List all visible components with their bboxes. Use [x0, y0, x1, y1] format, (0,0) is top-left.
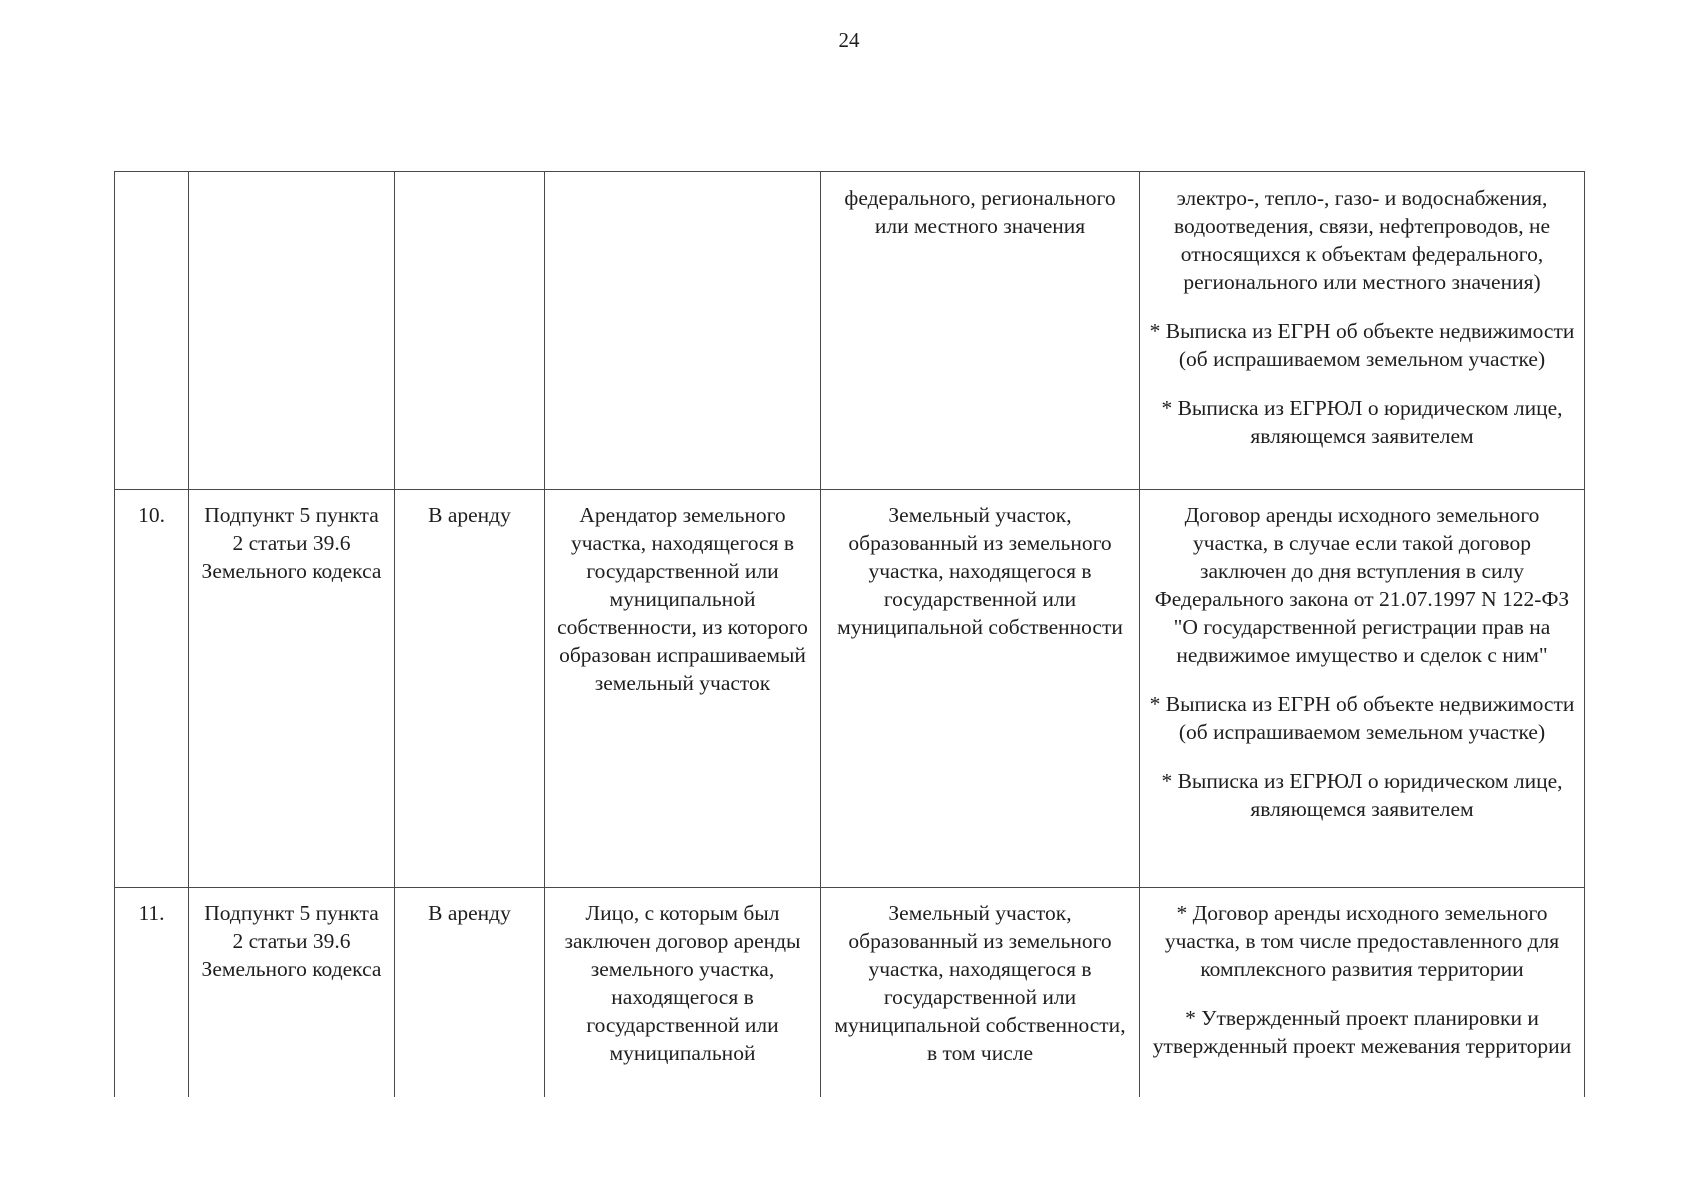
cell-right-type — [395, 172, 545, 490]
document-item: электро-, тепло-, газо- и водоснабжения, водоотведения, связи, нефтепроводов, не относящихся к объектам федерального, регионального или местного значения) — [1173, 186, 1551, 294]
cell-number: 10. — [115, 490, 189, 888]
document-item: * Договор аренды исходного земельного участка, в том числе предоставленного для комплексного развития территории — [1164, 901, 1560, 981]
cell-land-plot: Земельный участок, образованный из земельного участка, находящегося в государственной или муниципальной собственности, в том числе — [821, 888, 1140, 1098]
table-row-continuation — [115, 172, 1585, 490]
cell-land-plot: Земельный участок, образованный из земельного участка, находящегося в государственной или муниципальной собственности — [821, 490, 1140, 888]
table-row — [115, 490, 1585, 888]
cell-documents — [1140, 172, 1585, 490]
cell-documents — [1140, 888, 1585, 1098]
cell-number — [115, 172, 189, 490]
cell-basis: Подпункт 5 пункта 2 статьи 39.6 Земельного кодекса — [189, 888, 395, 1098]
cell-land-plot: федерального, регионального или местного значения — [821, 172, 1140, 490]
cell-applicant: Арендатор земельного участка, находящегося в государственной или муниципальной собственности, из которого образован испрашиваемый земельный участок — [545, 490, 821, 888]
document-item: * Выписка из ЕГРЮЛ о юридическом лице, являющемся заявителем — [1161, 769, 1563, 821]
cell-basis: Подпункт 5 пункта 2 статьи 39.6 Земельного кодекса — [189, 490, 395, 888]
cell-number: 11. — [115, 888, 189, 1098]
cell-basis — [189, 172, 395, 490]
document-item: * Выписка из ЕГРН об объекте недвижимости (об испрашиваемом земельном участке) — [1149, 319, 1575, 371]
cell-right-type: В аренду — [395, 888, 545, 1098]
document-item: Договор аренды исходного земельного участка, в случае если такой договор заключен до дня вступления в силу Федерального закона от 21.07.1997 N 122-ФЗ "О государственной регистрации прав на недвижимое имущество и сделок с ним" — [1154, 503, 1570, 667]
cell-applicant — [545, 172, 821, 490]
table-row — [115, 888, 1585, 1098]
page-number: 24 — [838, 28, 860, 52]
cell-documents — [1140, 490, 1585, 888]
document-item: * Выписка из ЕГРН об объекте недвижимости (об испрашиваемом земельном участке) — [1149, 692, 1575, 744]
document-item: * Утвержденный проект планировки и утвержденный проект межевания территории — [1152, 1006, 1572, 1058]
document-item: * Выписка из ЕГРЮЛ о юридическом лице, являющемся заявителем — [1161, 396, 1563, 448]
cell-applicant: Лицо, с которым был заключен договор аренды земельного участка, находящегося в государственной или муниципальной — [545, 888, 821, 1098]
document-table — [114, 171, 1585, 1097]
cell-right-type: В аренду — [395, 490, 545, 888]
